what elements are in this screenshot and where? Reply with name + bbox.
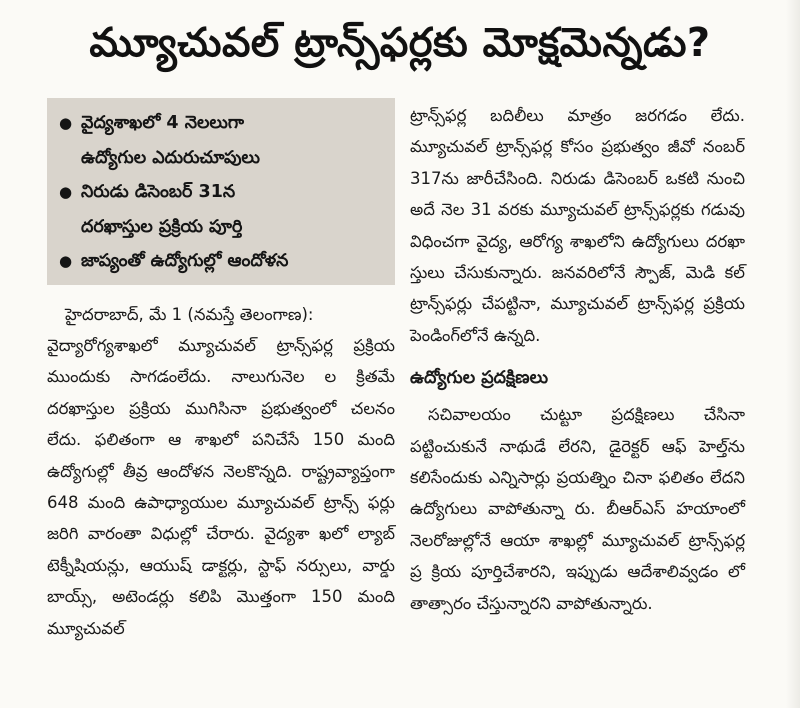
highlight-item — [59, 175, 383, 244]
highlight-item — [59, 244, 383, 279]
page-edge-shadow — [786, 0, 800, 708]
bullet-icon: ● — [59, 114, 73, 132]
subheading: ఉద్యోగుల ప్రదక్షిణలు — [410, 368, 549, 389]
right-column — [410, 100, 745, 619]
article-body-right-2: సచివాలయం చుట్టూ ప్రదక్షిణలు చేసినా పట్టించుకునే నాథుడే లేరని, డైరెక్టర్ ఆఫ్ హెల్త్‌ను కలిసేందుకు ఎన్నిసార్లు ప్రయత్నిం చినా ఫలితం లేదని ఉద్యోగులు వాపోతున్నా రు. బీఆర్‌ఎస్ హయాంలో నెలరోజుల్లోనే ఆయా శాఖల్లో మ్యూచువల్ ట్రాన్స్‌ఫర్ల ప్ర క్రియ పూర్తిచేశారని, ఇప్పుడు ఆదేశాలివ్వడం లో తాత్సారం చేస్తున్నారని వాపోతున్నారు. — [410, 405, 745, 613]
bullet-icon: ● — [59, 183, 73, 201]
article-body-right: ట్రాన్స్‌ఫర్ల బదిలీలు మాత్రం జరగడం లేదు. మ్యూచువల్ ట్రాన్స్‌ఫర్ల కోసం ప్రభుత్వం జీవో నంబర్ 317ను జారీచేసింది. నిరుడు డిసెంబర్ ఒకటి నుంచి అదే నెల 31 వరకు మ్యూచువల్ ట్రాన్స్‌ఫర్లకు గడువు విధించగా వైద్య, ఆరోగ్య శాఖలోని ఉద్యోగులు దరఖా స్తులు చేసుకున్నారు. జనవరిలోనే స్పౌజ్, మెడి కల్ ట్రాన్స్‌ఫర్లు చేపట్టినా, మ్యూచువల్ ట్రాన్స్‌ఫర్ల ప్రక్రియ పెండింగ్‌లోనే ఉన్నది. — [410, 106, 745, 345]
article-body-left: వైద్యారోగ్యశాఖలో మ్యూచువల్ ట్రాన్స్‌ఫర్ల ప్రక్రియ ముందుకు సాగడంలేదు. నాలుగునెల ల క్రితమే దరఖాస్తుల ప్రక్రియ ముగిసినా ప్రభుత్వంలో చలనం లేదు. ఫలితంగా ఆ శాఖలో పనిచేసే 150 మంది ఉద్యోగుల్లో తీవ్ర ఆందోళన నెలకొన్నది. రాష్ట్రవ్యాప్తంగా 648 మంది ఉపాధ్యాయుల మ్యూచువల్ ట్రాన్స్ ఫర్లు జరిగి వారంతా విధుల్లో చేరారు. వైద్యశా ఖలో ల్యాబ్ టెక్నీషియన్లు, ఆయుష్ డాక్టర్లు, స్టాఫ్ నర్సులు, వార్డు బాయ్స్, అటెండర్లు కలిపి మొత్తంగా 150 మంది మ్యూచువల్ — [47, 335, 395, 638]
left-column — [47, 98, 395, 644]
highlight-text: వైద్యశాఖలో 4 నెలలుగా ఉద్యోగుల ఎదురుచూపులు — [81, 113, 260, 168]
highlight-text: నిరుడు డిసెంబర్ 31న దరఖాస్తుల ప్రక్రియ పూర్తి — [81, 182, 243, 237]
highlights-box — [47, 98, 395, 285]
dateline: హైదరాబాద్, మే 1 (నమస్తే తెలంగాణ): — [65, 304, 314, 324]
highlight-text: జాప్యంతో ఉద్యోగుల్లో ఆందోళన — [81, 251, 289, 271]
headline: మ్యూచువల్ ట్రాన్స్‌ఫర్లకు మోక్షమెన్నడు? — [89, 20, 711, 66]
bullet-icon: ● — [59, 252, 73, 270]
highlight-item — [59, 106, 383, 175]
